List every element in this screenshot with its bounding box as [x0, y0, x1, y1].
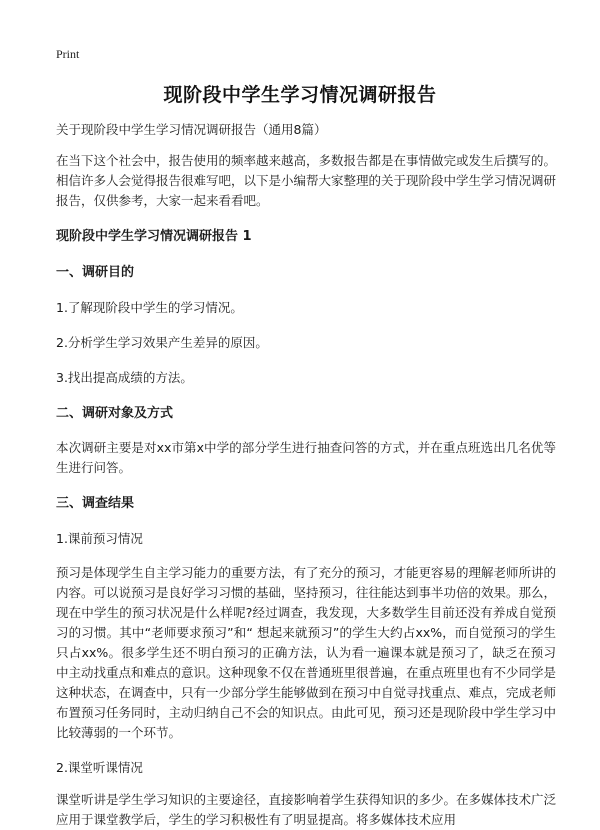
subsection-heading-preview: 1.课前预习情况	[56, 531, 143, 546]
section-heading-subjects: 二、调研对象及方式	[56, 406, 174, 421]
list-item: 2.分析学生学习效果产生差异的原因。	[56, 335, 268, 350]
listening-paragraph: 课堂听讲是学生学习知识的主要途径，直接影响着学生获得知识的多少。在多媒体技术广泛应用于课堂教学后，学生的学习积极性有了明显提高。将多媒体技术应用	[56, 792, 557, 827]
print-link[interactable]: Print	[56, 47, 80, 61]
report-heading: 现阶段中学生学习情况调研报告 1	[56, 229, 252, 244]
page-title: 现阶段中学生学习情况调研报告	[163, 84, 437, 106]
document-body	[56, 120, 556, 830]
list-item: 1.了解现阶段中学生的学习情况。	[56, 300, 243, 315]
subjects-paragraph: 本次调研主要是对xx市第x中学的部分学生进行抽查问答的方式，并在重点班选出几名优等生进行问答。	[56, 440, 556, 475]
subsection-heading-listening: 2.课堂听课情况	[56, 760, 143, 775]
preview-paragraph: 预习是体现学生自主学习能力的重要方法，有了充分的预习，才能更容易的理解老师所讲的内容。可以说预习是良好学习习惯的基础，坚持预习，往往能达到事半功倍的效果。那么，现在中学生的预习状况是什么样呢?经过调查，我发现，大多数学生目前还没有养成自觉预习的习惯。其中“老师要求预习”和“ 想起来就预习”的学生大约占xx%，而自觉预习的学生只占xx%。很多学生还不明白预习的正确方法，认为看一遍课本就是预习了，缺乏在预习中主动找重点和难点的意识。这种现象不仅在普通班里很普遍，在重点班里也有不少同学是这种状态，在调查中，只有一少部分学生能够做到在预习中自觉寻找重点、难点，完成老师布置预习任务同时，主动归纳自己不会的知识点。由此可见，预习还是现阶段中学生学习中比较薄弱的一个环节。	[56, 565, 557, 740]
list-item: 3.找出提高成绩的方法。	[56, 370, 193, 385]
section-heading-results: 三、调查结果	[56, 496, 135, 511]
section-heading-purpose: 一、调研目的	[56, 265, 135, 280]
intro-paragraph: 在当下这个社会中，报告使用的频率越来越高，多数报告都是在事情做完或发生后撰写的。相信许多人会觉得报告很难写吧，以下是小编帮大家整理的关于现阶段中学生学习情况调研报告，仅供参考，大家一起来看看吧。	[56, 153, 557, 208]
document-subtitle: 关于现阶段中学生学习情况调研报告（通用8篇）	[56, 122, 327, 137]
